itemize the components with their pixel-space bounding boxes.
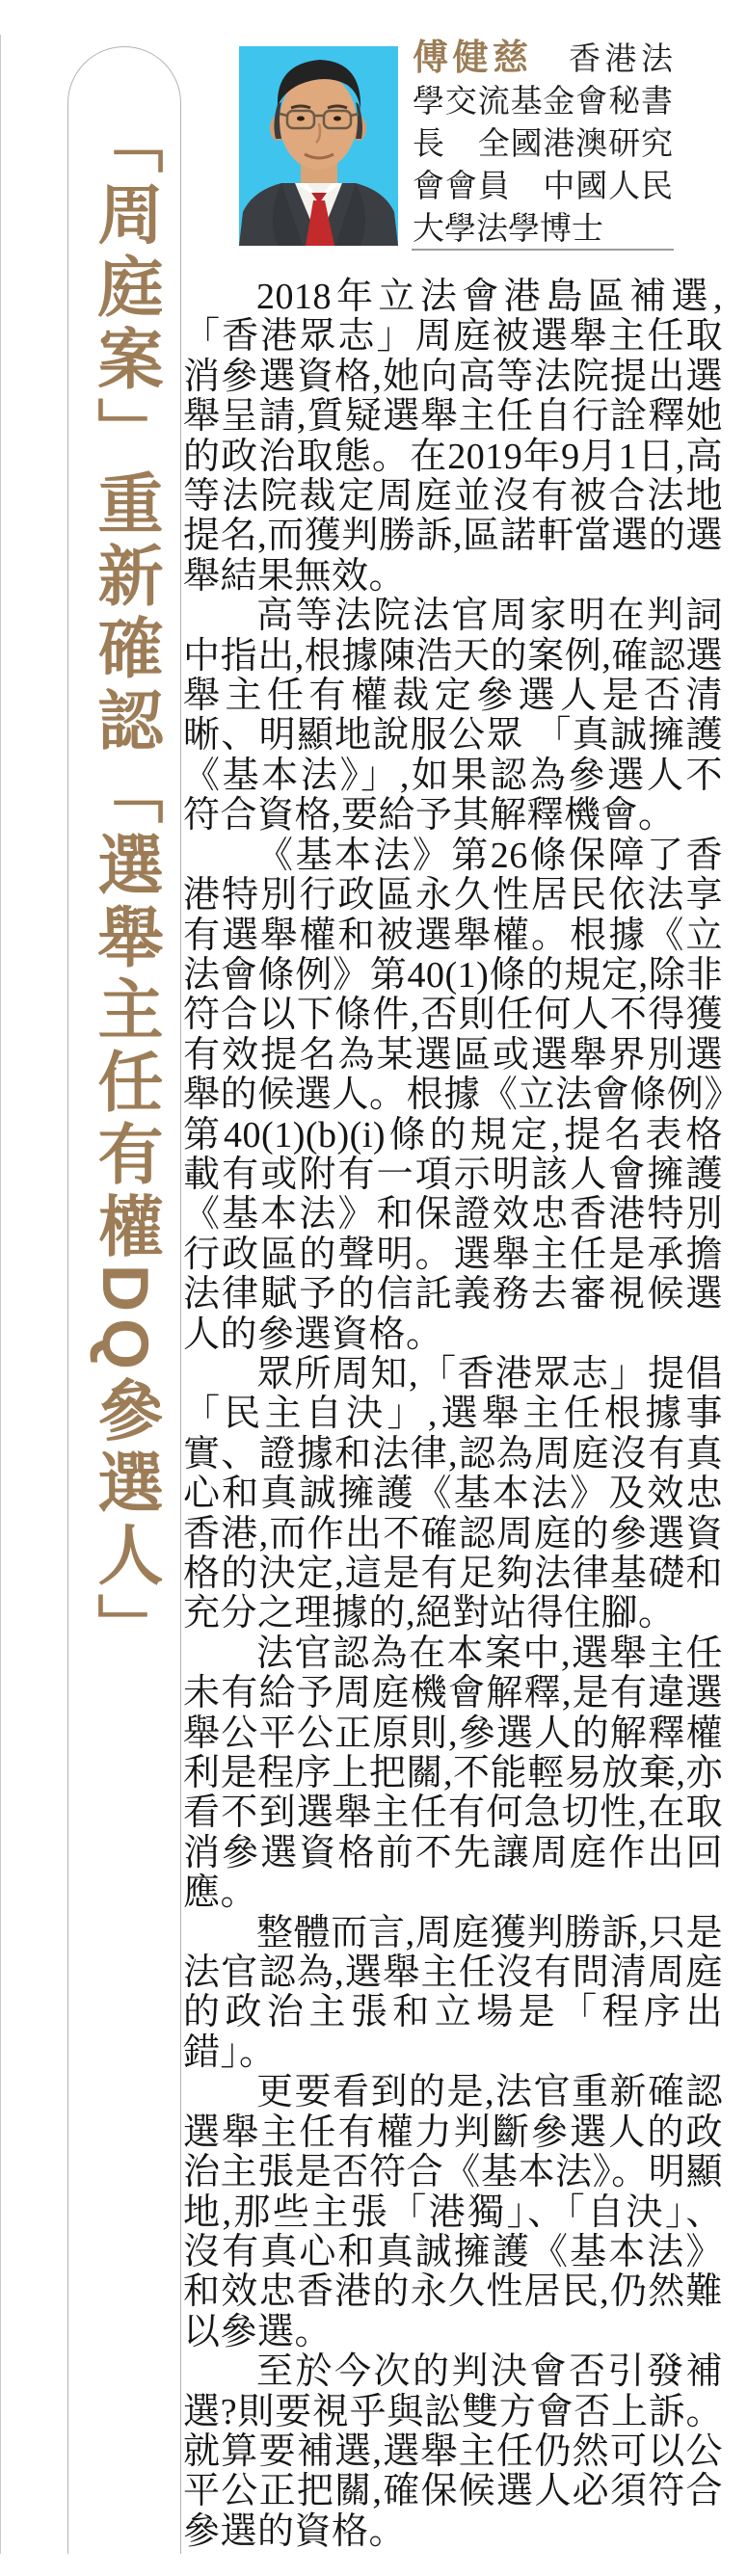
author-photo	[239, 46, 398, 246]
article-paragraph: 法官認為在本案中,選舉主任未有給予周庭機會解釋,是有違選舉公平公正原則,參選人的解釋權利是程序上把關,不能輕易放棄,亦看不到選舉主任有何急切性,在取消參選資格前不先讓周庭作出回應。	[183, 1633, 723, 1914]
headline-text: 「周庭案」重新確認「選舉主任有權DQ參選人」	[89, 108, 162, 1665]
author-name: 傅健慈	[413, 38, 533, 77]
headline	[67, 108, 183, 1746]
article-paragraph: 整體而言,周庭獲判勝訴,只是法官認為,選舉主任沒有問清周庭的政治主張和立場是「程序出錯」。	[183, 1912, 723, 2073]
article-paragraph: 高等法院法官周家明在判詞中指出,根據陳浩天的案例,確認選舉主任有權裁定參選人是否清晰、明顯地說服公眾 「真誠擁護《基本法》」,如果認為參選人不符合資格,要給予其解釋機會。	[183, 596, 723, 837]
page-edge-line	[0, 35, 1, 2554]
article-paragraph: 2018年立法會港島區補選,「香港眾志」周庭被選舉主任取消參選資格,她向高等法院提出選舉呈請,質疑選舉主任自行詮釋她的政治取態。在2019年9月1日,高等法院裁定周庭並沒有被合法地提名,而獲判勝訴,區諾軒當選的選舉結果無效。	[183, 277, 723, 597]
article-paragraph: 眾所周知,「香港眾志」提倡「民主自決」,選舉主任根據事實、證據和法律,認為周庭沒有真心和真誠擁護《基本法》及效忠香港,而作出不確認周庭的參選資格的決定,這是有足夠法律基礎和充分之理據的,絕對站得住腳。	[183, 1353, 723, 1634]
author-block	[413, 37, 673, 251]
article-body	[183, 278, 723, 2552]
article-paragraph: 至於今次的判決會否引發補選?則要視乎與訟雙方會否上訴。就算要補選,選舉主任仍然可以公平公正把關,確保候選人必須符合參選的資格。	[183, 2351, 723, 2552]
author-title: 香港法學交流基金會秘書長 全國港澳研究會會員 中國人民大學法學博士	[413, 42, 673, 247]
article-paragraph: 《基本法》第26條保障了香港特別行政區永久性居民依法享有選舉權和被選舉權。根據《立法會條例》第40(1)條的規定,除非符合以下條件,否則任何人不得獲有效提名為某選區或選舉界別選舉的候選人。根據《立法會條例》第40(1)(b)(i)條的規定,提名表格載有或附有一項示明該人會擁護《基本法》和保證效忠香港特別行政區的聲明。選舉主任是承擔法律賦予的信託義務去審視候選人的參選資格。	[183, 835, 723, 1355]
author-divider	[412, 249, 674, 251]
article-paragraph: 更要看到的是,法官重新確認選舉主任有權力判斷參選人的政治主張是否符合《基本法》。明顯地,那些主張「港獨」、「自決」、沒有真心和真誠擁護《基本法》和效忠香港的永久性居民,仍然難以參選。	[183, 2072, 723, 2352]
